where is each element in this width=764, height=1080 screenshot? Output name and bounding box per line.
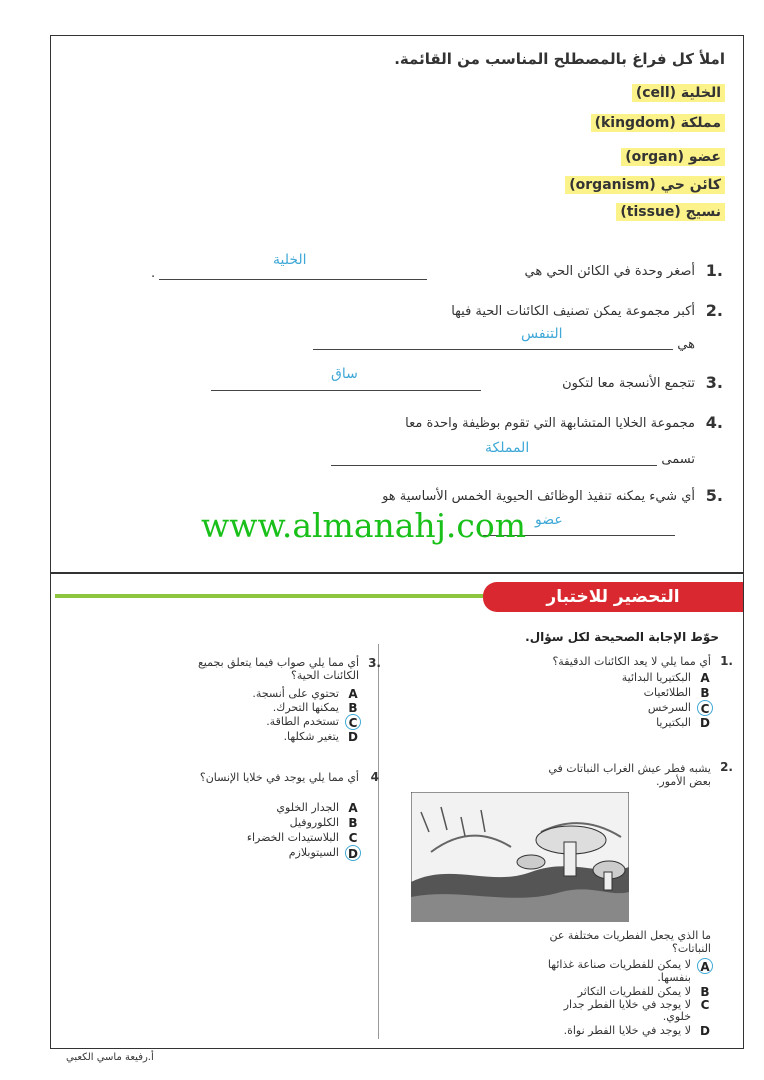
mc-q1-option-b-letter[interactable]: B [700, 686, 710, 700]
mc-q2-option-d-letter[interactable]: D [700, 1024, 710, 1038]
mc-q1-option-b: الطلائعيات [643, 686, 691, 699]
mc-q1-option-c-letter-circled[interactable]: C [697, 700, 713, 716]
mc-q3-option-a: تحتوي على أنسجة. [252, 687, 339, 700]
mc-question-1-number: 1. [720, 654, 733, 668]
question-4-answer: المملكة [485, 440, 530, 456]
question-5-number: 5. [705, 486, 723, 505]
question-3-blank [211, 390, 481, 391]
question-4-text: مجموعة الخلايا المتشابهة التي تقوم بوظيفة واحدة معا [405, 416, 695, 431]
question-1-period: . [151, 266, 156, 281]
term-organ: عضو (organ) [621, 148, 725, 166]
mc-question-2-number: 2. [720, 760, 733, 774]
mc-q4-option-c: البلاستيدات الخضراء [246, 831, 339, 844]
mc-q3-option-b: يمكنها التحرك. [272, 701, 339, 714]
mc-q2-option-c-cont: خلوي. [662, 1010, 691, 1023]
mc-q2-option-d: لا يوجد في خلايا الفطر نواة. [563, 1024, 691, 1037]
question-1-text: أصغر وحدة في الكائن الحي هي [524, 264, 695, 279]
question-4-blank [331, 465, 657, 466]
fill-in-heading: املأ كل فراغ بالمصطلح المناسب من القائمة. [394, 50, 725, 68]
question-3-answer: ساق [331, 366, 358, 382]
question-2-text-cont: هي [677, 337, 695, 352]
mc-q2-option-a-letter-circled[interactable]: A [697, 958, 713, 974]
banner-rule [55, 594, 485, 598]
mc-question-1-text: أي مما يلي لا يعد الكائنات الدقيقة؟ [552, 655, 711, 668]
question-2-blank [313, 349, 673, 350]
mc-question-2-stem-cont: النباتات؟ [671, 942, 711, 955]
mc-q3-option-d-letter[interactable]: D [348, 730, 358, 744]
mc-question-2-text: يشبه فطر عيش الغراب النباتات في [548, 762, 711, 775]
mc-q1-option-d-letter[interactable]: D [700, 716, 710, 730]
mc-q1-option-a: البكتيريا البدائية [621, 671, 691, 684]
mc-q2-option-a-cont: بنفسها. [657, 971, 691, 984]
mc-q4-option-a-letter[interactable]: A [348, 801, 358, 815]
mc-question-2-text-cont: بعض الأمور. [655, 775, 711, 788]
mc-question-2-stem: ما الذي يجعل الفطريات مختلفة عن [549, 929, 711, 942]
question-2-number: 2. [705, 301, 723, 320]
question-2-text: أكبر مجموعة يمكن تصنيف الكائنات الحية فيها [451, 304, 695, 319]
mc-q3-option-c-letter-circled[interactable]: C [345, 714, 361, 730]
mc-q2-option-b: لا يمكن للفطريات التكاثر [577, 985, 691, 998]
question-3-number: 3. [705, 373, 723, 392]
mushroom-illustration [411, 792, 629, 922]
test-prep-banner: التحضير للاختبار [483, 582, 743, 612]
term-cell: الخلية (cell) [632, 84, 725, 102]
mc-q3-option-b-letter[interactable]: B [348, 701, 358, 715]
mc-question-3-text: أي مما يلي صواب فيما يتعلق بجميع [197, 656, 359, 669]
author-footer: أ.رفيعة ماسي الكعبي [66, 1052, 154, 1063]
mc-question-4-text: أي مما يلي يوجد في خلايا الإنسان؟ [199, 771, 359, 784]
mc-q3-option-a-letter[interactable]: A [348, 687, 358, 701]
mc-q1-option-a-letter[interactable]: A [700, 671, 710, 685]
question-1-answer: الخلية [273, 252, 307, 268]
mc-q1-option-c: السرخس [647, 701, 691, 714]
mc-q4-option-d: السيتوبلازم [288, 846, 339, 859]
mc-question-4-number: 4 [370, 770, 379, 784]
mc-q2-option-c: لا يوجد في خلايا الفطر جدار [563, 998, 691, 1011]
mc-question-3-number: 3. [368, 656, 381, 670]
term-organism: كائن حي (organism) [565, 176, 725, 194]
question-4-text-cont: تسمى [661, 452, 695, 467]
mc-question-3-text-cont: الكائنات الحية؟ [291, 669, 359, 682]
question-3-text: تتجمع الأنسجة معا لتكون [562, 376, 695, 391]
mc-q2-option-a: لا يمكن للفطريات صناعة غذائها [547, 958, 691, 971]
term-tissue: نسيج (tissue) [616, 203, 725, 221]
mc-q4-option-d-letter-circled[interactable]: D [345, 845, 361, 861]
mc-q2-option-c-letter[interactable]: C [700, 998, 710, 1012]
question-5-text: أي شيء يمكنه تنفيذ الوظائف الحيوية الخمس الأساسية هو [382, 489, 695, 504]
question-2-answer: التنفس [521, 326, 563, 342]
question-4-number: 4. [705, 413, 723, 432]
mc-q3-option-c: تستخدم الطاقة. [266, 715, 339, 728]
test-prep-instruction: حوّط الإجابة الصحيحة لكل سؤال. [525, 630, 719, 644]
mc-q4-option-c-letter[interactable]: C [348, 831, 358, 845]
test-prep-panel [50, 573, 744, 1049]
watermark-text: www.almanahj.com [201, 506, 527, 545]
mc-q4-option-b-letter[interactable]: B [348, 816, 358, 830]
fill-in-panel [50, 35, 744, 573]
column-divider [378, 644, 379, 1039]
term-kingdom: مملكة (kingdom) [591, 114, 725, 132]
question-1-blank [159, 279, 427, 280]
question-1-number: 1. [705, 261, 723, 280]
mc-q1-option-d: البكتيريا [656, 716, 691, 729]
mc-q2-option-b-letter[interactable]: B [700, 985, 710, 999]
mc-q4-option-b: الكلوروفيل [289, 816, 339, 829]
mc-q3-option-d: يتغير شكلها. [283, 730, 339, 743]
mc-q4-option-a: الجدار الخلوي [276, 801, 339, 814]
question-5-answer: عضو [535, 512, 563, 528]
